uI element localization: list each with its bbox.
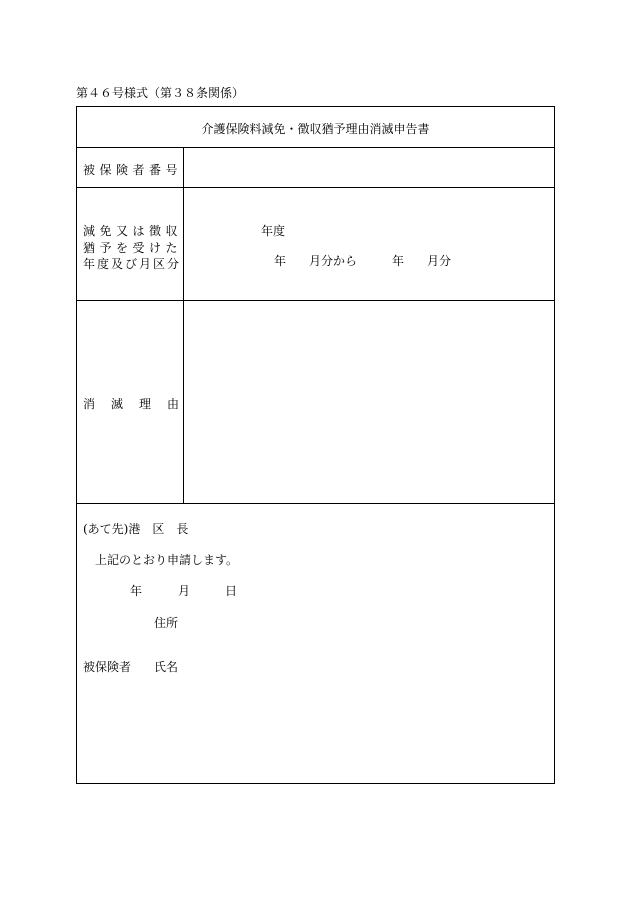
insured-number-field[interactable] bbox=[184, 148, 554, 187]
insured-number-label: 被保険者番号 bbox=[83, 163, 183, 177]
reason-label-char-3: 理 bbox=[138, 397, 151, 411]
application-section bbox=[77, 504, 554, 785]
application-form bbox=[76, 106, 555, 784]
date-month-unit: 月 bbox=[178, 584, 191, 598]
address-label: 住所 bbox=[154, 616, 179, 630]
period-label-line-2: 猶予を受けた bbox=[83, 241, 183, 255]
reason-label-cell bbox=[77, 301, 184, 503]
title-row bbox=[77, 107, 554, 148]
period-label-line-1: 減免又は徴収 bbox=[83, 224, 183, 238]
form-title: 介護保険料減免・徴収猶予理由消滅申告書 bbox=[201, 122, 430, 136]
reason-label bbox=[83, 395, 179, 412]
period-field[interactable] bbox=[184, 188, 554, 300]
form-number: 第４６号様式（第３８条関係） bbox=[76, 86, 245, 100]
insured-label: 被保険者 bbox=[83, 660, 132, 674]
addressee: (あて先)港 区 長 bbox=[83, 522, 189, 536]
name-label: 氏名 bbox=[154, 660, 179, 674]
from-year-unit: 年 bbox=[274, 254, 287, 268]
insured-number-label-cell bbox=[77, 148, 184, 187]
application-statement: 上記のとおり申請します。 bbox=[95, 553, 239, 567]
to-month-unit: 月分 bbox=[427, 254, 452, 268]
reason-row bbox=[77, 301, 554, 504]
from-month-unit: 月分から bbox=[309, 254, 358, 268]
reason-field[interactable] bbox=[184, 301, 554, 503]
reason-label-char-2: 滅 bbox=[110, 397, 123, 411]
fiscal-year-unit: 年度 bbox=[261, 224, 286, 238]
insured-number-row bbox=[77, 148, 554, 188]
date-year-unit: 年 bbox=[130, 584, 143, 598]
date-day-unit: 日 bbox=[225, 584, 238, 598]
period-label-line-3: 年度及び月区分 bbox=[83, 257, 182, 271]
reason-label-char-4: 由 bbox=[166, 397, 179, 411]
period-label-cell bbox=[77, 188, 184, 300]
period-row bbox=[77, 188, 554, 301]
reason-label-char-1: 消 bbox=[83, 397, 96, 411]
to-year-unit: 年 bbox=[392, 254, 405, 268]
